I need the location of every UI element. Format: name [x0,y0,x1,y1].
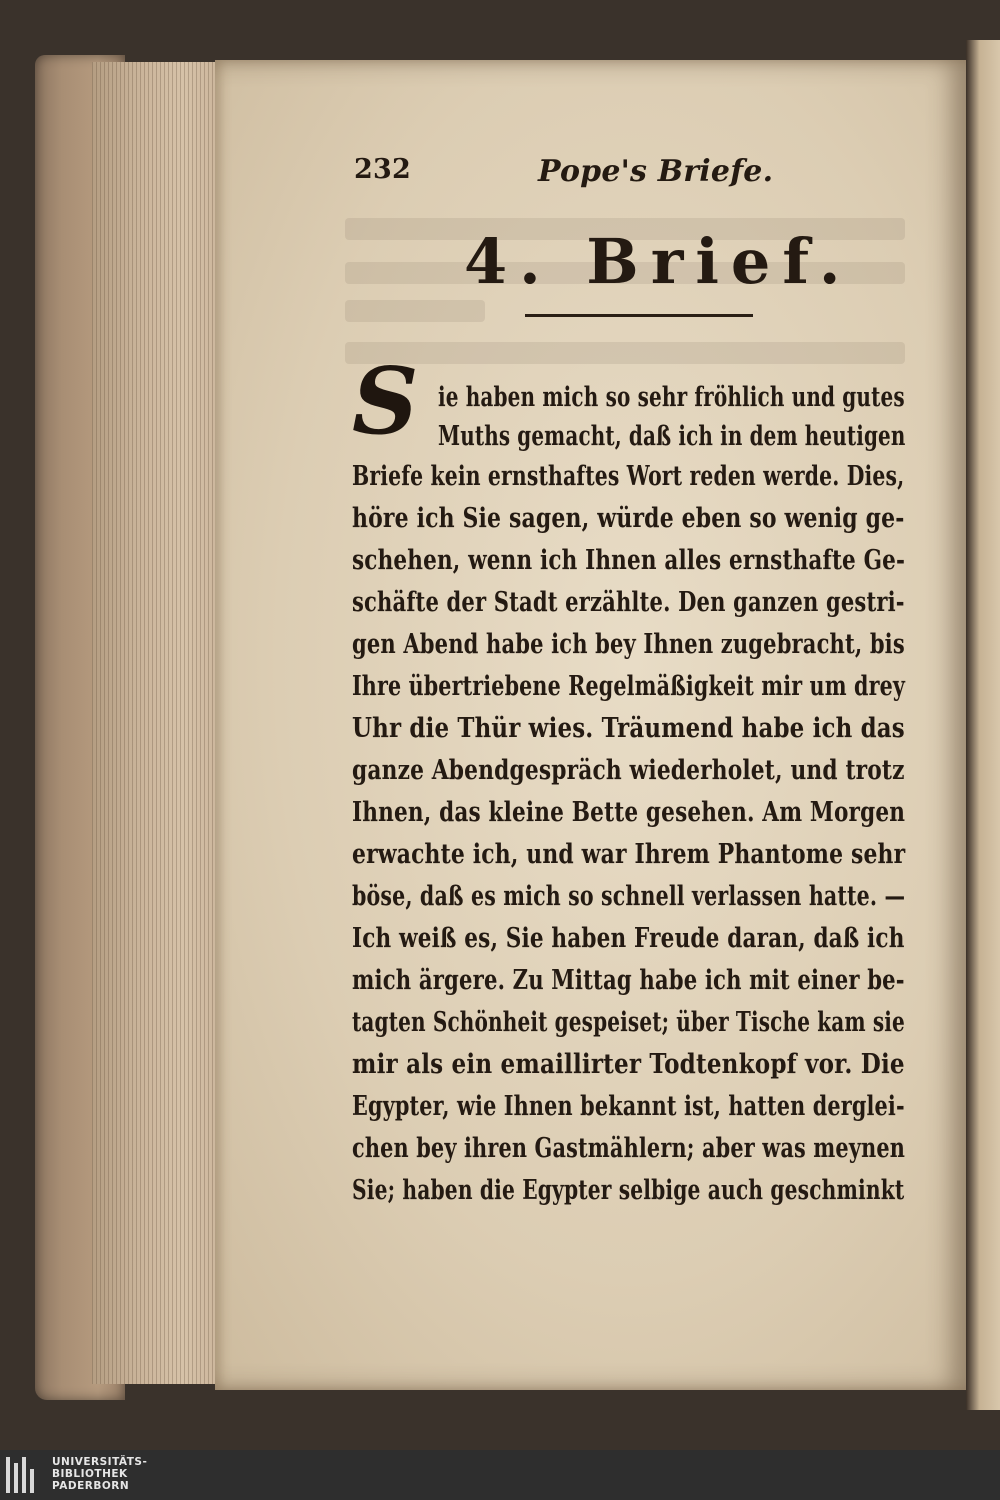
text-line: schehen, wenn ich Ihnen alles ernsthafte Ge- [352,545,906,576]
show-through-line [345,342,905,364]
text-line: Uhr die Thür wies. Träumend habe ich das [352,713,905,744]
text-line: Ich weiß es, Sie haben Freude daran, daß ich [352,923,905,954]
text-line: Ihre übertriebene Regelmäßigkeit mir um drey [352,671,906,702]
text-line: Muths gemacht, daß ich in dem heutigen [438,421,906,452]
text-line: erwachte ich, und war Ihrem Phantome sehr [352,839,906,870]
text-line: Briefe kein ernsthaftes Wort reden werde. Dies, [352,461,905,492]
text-line: böse, daß es mich so schnell verlassen hatte. — [352,881,906,912]
text-line: höre ich Sie sagen, würde eben so wenig ge- [352,503,905,534]
running-title: Pope's Briefe. [538,154,774,189]
letter-heading: 4. Brief. [464,225,853,298]
text-line: schäfte der Stadt erzählte. Den ganzen gestri- [352,587,905,618]
text-line: Ihnen, das kleine Bette gesehen. Am Morgen [352,797,906,828]
facing-page-edge [966,40,1000,1410]
show-through-line [345,300,485,322]
text-line: Sie; haben die Egypter selbige auch geschminkt [352,1175,905,1206]
text-line: ie haben mich so sehr fröhlich und gutes [438,382,905,413]
text-line: mir als ein emaillirter Todtenkopf vor. Die [352,1049,905,1080]
drop-cap: S [352,347,419,455]
text-line: gen Abend habe ich bey Ihnen zugebracht, bis [352,629,905,660]
library-logo-icon [6,1457,40,1493]
library-name-line: BIBLIOTHEK [52,1468,128,1480]
library-footer [0,1450,1000,1500]
text-line: mich ärgere. Zu Mittag habe ich mit einer be- [352,965,905,996]
text-line: ganze Abendgespräch wiederholet, und trotz [352,755,905,786]
page-edges [92,62,222,1384]
heading-rule [525,314,753,317]
library-name-line: UNIVERSITÄTS- [52,1456,148,1468]
text-line: tagten Schönheit gespeiset; über Tische kam sie [352,1007,905,1038]
library-name [52,1456,147,1492]
text-line: Egypter, wie Ihnen bekannt ist, hatten derglei- [352,1091,905,1122]
text-line: chen bey ihren Gastmählern; aber was meynen [352,1133,906,1164]
page-number: 232 [354,154,411,185]
library-name-line: PADERBORN [52,1480,130,1492]
